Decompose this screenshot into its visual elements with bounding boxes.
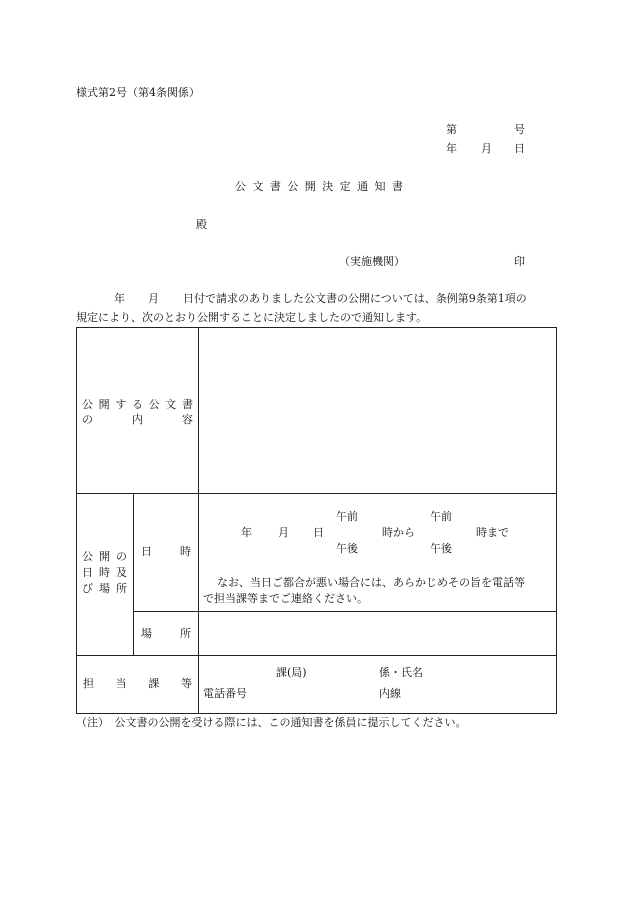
document-content-field[interactable]	[199, 328, 556, 493]
contact-label: 担 当 課 等	[83, 677, 192, 690]
document-title: 公 文 書 公 開 決 定 通 知 書	[235, 180, 403, 193]
time-from-label: 時から	[382, 526, 415, 539]
body-line2: 規定により、次のとおり公開することに決定しましたので通知します。	[76, 311, 428, 324]
doc-number-prefix: 第	[446, 123, 457, 136]
extension-label: 内線	[379, 687, 401, 700]
seal-mark: 印	[514, 255, 525, 268]
time-from-pm: 午後	[336, 542, 358, 555]
doc-number-suffix: 号	[514, 123, 525, 136]
phone-label: 電話番号	[203, 687, 247, 700]
body-month: 月	[148, 292, 159, 305]
schedule-group-label-line3: び 場 所	[82, 582, 127, 595]
body-line1: 日付で請求のありました公文書の公開については、条例第9条第1項の	[183, 292, 527, 305]
place-field[interactable]	[199, 612, 556, 655]
time-until-label: 時まで	[476, 526, 509, 539]
visit-year: 年	[241, 526, 252, 539]
date-year: 年	[446, 142, 457, 155]
reschedule-note-line2: で担当課等までご連絡ください。	[203, 592, 368, 605]
staff-name-label: 係・氏名	[379, 666, 423, 679]
content-label-line2: の 内 容	[82, 413, 193, 426]
form-number: 様式第2号（第4条関係）	[76, 86, 200, 99]
row-divider	[77, 493, 556, 494]
column-divider	[133, 493, 134, 655]
date-month: 月	[481, 142, 492, 155]
row-divider	[77, 655, 556, 656]
date-day: 日	[514, 142, 525, 155]
issuer-label: （実施機関）	[339, 255, 405, 268]
time-from-am: 午前	[336, 510, 358, 523]
content-label-line1: 公 開 す る 公 文 書	[82, 398, 193, 411]
body-year: 年	[114, 292, 125, 305]
section-label: 課(局)	[276, 666, 307, 679]
addressee-honorific: 殿	[196, 218, 207, 231]
visit-month: 月	[278, 526, 289, 539]
footnote: （注） 公文書の公開を受ける際には、この通知書を係員に提示してください。	[76, 716, 467, 729]
time-until-am: 午前	[430, 510, 452, 523]
visit-day: 日	[313, 526, 324, 539]
datetime-label: 日 時	[141, 545, 191, 558]
time-until-pm: 午後	[430, 542, 452, 555]
disclosure-table	[76, 327, 557, 714]
reschedule-note-line1: なお、当日ご都合が悪い場合には、あらかじめその旨を電話等	[217, 576, 525, 589]
place-label: 場 所	[141, 627, 191, 640]
schedule-group-label-line2: 日 時 及	[82, 566, 127, 579]
schedule-group-label-line1: 公 開 の	[82, 550, 127, 563]
